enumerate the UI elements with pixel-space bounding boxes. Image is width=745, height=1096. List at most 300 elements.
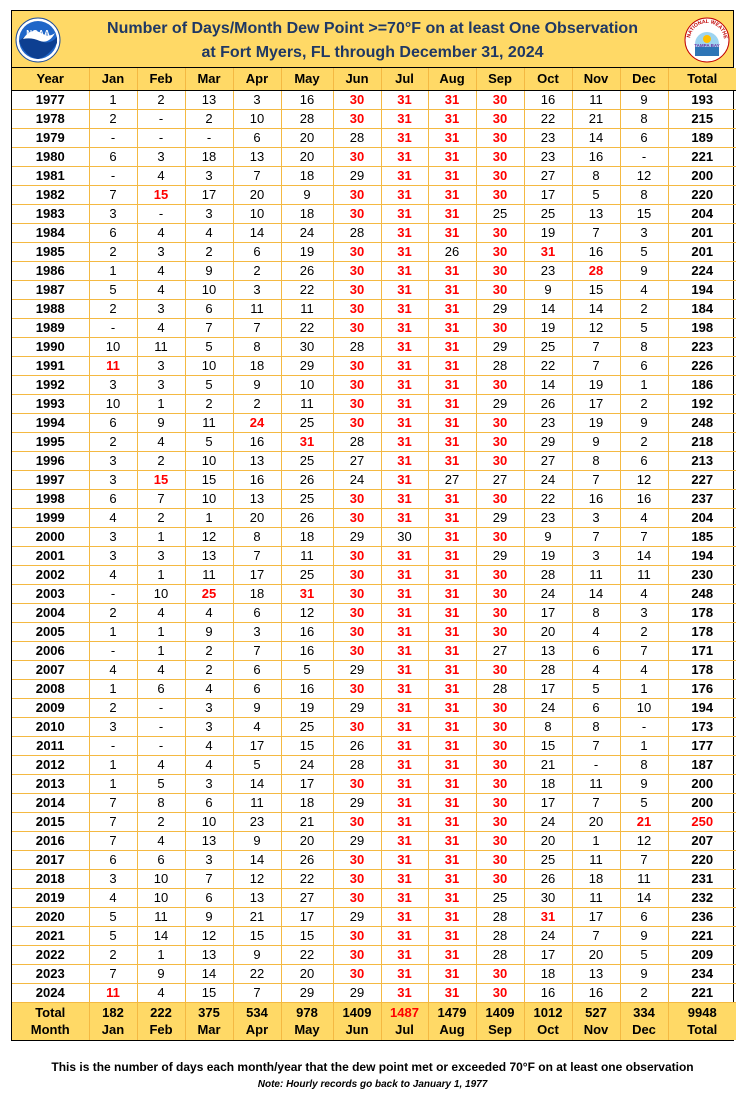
cell-dec: 2 — [620, 299, 668, 318]
cell-may: 20 — [281, 831, 333, 850]
cell-sep: 30 — [476, 622, 524, 641]
cell-oct: 23 — [524, 261, 572, 280]
year-total-cell: 194 — [668, 546, 736, 565]
table-row-1994 — [12, 413, 736, 432]
cell-oct: 24 — [524, 812, 572, 831]
cell-jul: 31 — [381, 774, 428, 793]
year-cell: 2001 — [12, 546, 89, 565]
month-total-total — [668, 1002, 736, 1040]
cell-nov: 20 — [572, 812, 620, 831]
cell-mar: - — [185, 128, 233, 147]
year-total-cell: 177 — [668, 736, 736, 755]
cell-jan: 6 — [89, 489, 137, 508]
table-row-2001 — [12, 546, 736, 565]
cell-jan: 4 — [89, 508, 137, 527]
cell-may: 11 — [281, 394, 333, 413]
cell-jul: 31 — [381, 641, 428, 660]
year-cell: 2015 — [12, 812, 89, 831]
month-total-value: 527 — [585, 1005, 607, 1021]
cell-sep: 30 — [476, 774, 524, 793]
cell-feb: 10 — [137, 888, 185, 907]
table-row-1998 — [12, 489, 736, 508]
cell-jan: 6 — [89, 147, 137, 166]
table-row-2005 — [12, 622, 736, 641]
cell-aug: 31 — [428, 261, 476, 280]
cell-jan: 3 — [89, 451, 137, 470]
year-total-cell: 226 — [668, 356, 736, 375]
month-total-apr — [233, 1002, 281, 1040]
year-cell: 2021 — [12, 926, 89, 945]
cell-aug: 31 — [428, 926, 476, 945]
year-cell: 2009 — [12, 698, 89, 717]
cell-may: 29 — [281, 356, 333, 375]
cell-aug: 31 — [428, 527, 476, 546]
cell-may: 29 — [281, 983, 333, 1002]
year-cell: 1985 — [12, 242, 89, 261]
cell-sep: 30 — [476, 90, 524, 109]
cell-jan: - — [89, 584, 137, 603]
year-cell: 2002 — [12, 565, 89, 584]
table-row-2017 — [12, 850, 736, 869]
year-total-cell: 176 — [668, 679, 736, 698]
cell-feb: 1 — [137, 622, 185, 641]
cell-aug: 31 — [428, 451, 476, 470]
cell-oct: 26 — [524, 869, 572, 888]
cell-oct: 30 — [524, 888, 572, 907]
year-cell: 1991 — [12, 356, 89, 375]
cell-feb: 7 — [137, 489, 185, 508]
cell-may: 26 — [281, 850, 333, 869]
cell-oct: 19 — [524, 546, 572, 565]
year-cell: 2016 — [12, 831, 89, 850]
cell-jan: 2 — [89, 945, 137, 964]
year-cell: 2020 — [12, 907, 89, 926]
cell-jun: 30 — [333, 280, 381, 299]
cell-aug: 31 — [428, 641, 476, 660]
cell-sep: 30 — [476, 755, 524, 774]
column-header-feb: Feb — [137, 68, 185, 90]
cell-nov: 7 — [572, 223, 620, 242]
cell-apr: 3 — [233, 90, 281, 109]
year-cell: 2007 — [12, 660, 89, 679]
cell-jun: 30 — [333, 888, 381, 907]
cell-nov: 5 — [572, 185, 620, 204]
cell-dec: 7 — [620, 850, 668, 869]
cell-nov: 16 — [572, 489, 620, 508]
cell-apr: 11 — [233, 299, 281, 318]
cell-nov: 19 — [572, 375, 620, 394]
cell-jun: 30 — [333, 850, 381, 869]
cell-apr: 16 — [233, 432, 281, 451]
cell-feb: 6 — [137, 850, 185, 869]
cell-feb: 9 — [137, 413, 185, 432]
year-cell: 1977 — [12, 90, 89, 109]
cell-sep: 30 — [476, 375, 524, 394]
cell-nov: 11 — [572, 774, 620, 793]
cell-jul: 31 — [381, 603, 428, 622]
cell-jan: 3 — [89, 375, 137, 394]
cell-feb: 3 — [137, 546, 185, 565]
year-cell: 1997 — [12, 470, 89, 489]
cell-apr: 9 — [233, 945, 281, 964]
cell-nov: 7 — [572, 926, 620, 945]
title-line-1: Number of Days/Month Dew Point >=70°F on at least One Observation — [107, 20, 638, 37]
cell-jan: 5 — [89, 907, 137, 926]
cell-mar: 5 — [185, 432, 233, 451]
cell-mar: 4 — [185, 223, 233, 242]
cell-nov: 11 — [572, 850, 620, 869]
table-row-1978 — [12, 109, 736, 128]
cell-jun: 30 — [333, 147, 381, 166]
cell-nov: 19 — [572, 413, 620, 432]
year-total-cell: 230 — [668, 565, 736, 584]
cell-sep: 29 — [476, 508, 524, 527]
cell-sep: 30 — [476, 584, 524, 603]
cell-dec: 11 — [620, 565, 668, 584]
table-row-2022 — [12, 945, 736, 964]
cell-oct: 22 — [524, 356, 572, 375]
cell-apr: 17 — [233, 736, 281, 755]
cell-feb: 1 — [137, 641, 185, 660]
year-total-cell: 223 — [668, 337, 736, 356]
records-note: Note: Hourly records go back to January 1, 1977 — [257, 1079, 488, 1090]
table-row-1991 — [12, 356, 736, 375]
cell-jan: 3 — [89, 527, 137, 546]
column-header-apr: Apr — [233, 68, 281, 90]
cell-jul: 31 — [381, 147, 428, 166]
cell-jun: 24 — [333, 470, 381, 489]
cell-aug: 31 — [428, 717, 476, 736]
cell-oct: 19 — [524, 223, 572, 242]
year-total-cell: 232 — [668, 888, 736, 907]
cell-jan: 7 — [89, 793, 137, 812]
year-cell: 2012 — [12, 755, 89, 774]
column-header-oct: Oct — [524, 68, 572, 90]
cell-dec: 15 — [620, 204, 668, 223]
cell-feb: 4 — [137, 983, 185, 1002]
cell-may: 10 — [281, 375, 333, 394]
year-total-cell: 187 — [668, 755, 736, 774]
cell-jun: 30 — [333, 964, 381, 983]
year-cell: 1983 — [12, 204, 89, 223]
cell-sep: 25 — [476, 888, 524, 907]
cell-oct: 23 — [524, 147, 572, 166]
cell-jul: 31 — [381, 679, 428, 698]
cell-feb: 11 — [137, 337, 185, 356]
noaa-logo-text: NOAA — [26, 29, 50, 38]
cell-dec: 9 — [620, 964, 668, 983]
nws-logo-center-text: TAMPA BAY — [694, 43, 720, 48]
cell-sep: 30 — [476, 660, 524, 679]
cell-dec: 12 — [620, 831, 668, 850]
cell-may: 18 — [281, 527, 333, 546]
month-total-jan — [89, 1002, 137, 1040]
cell-may: 11 — [281, 546, 333, 565]
cell-feb: 1 — [137, 565, 185, 584]
year-total-cell: 192 — [668, 394, 736, 413]
month-total-label: Nov — [583, 1022, 609, 1038]
cell-aug: 31 — [428, 185, 476, 204]
table-row-2003 — [12, 584, 736, 603]
column-header-row — [12, 68, 736, 90]
cell-jul: 31 — [381, 280, 428, 299]
cell-nov: 5 — [572, 679, 620, 698]
cell-jun: 28 — [333, 223, 381, 242]
cell-nov: 11 — [572, 565, 620, 584]
cell-apr: 6 — [233, 128, 281, 147]
cell-dec: 5 — [620, 945, 668, 964]
year-total-cell: 198 — [668, 318, 736, 337]
cell-may: 16 — [281, 622, 333, 641]
cell-apr: 8 — [233, 527, 281, 546]
cell-jan: 7 — [89, 185, 137, 204]
cell-may: 11 — [281, 299, 333, 318]
cell-nov: 17 — [572, 907, 620, 926]
column-header-jul: Jul — [381, 68, 428, 90]
cell-may: 31 — [281, 432, 333, 451]
cell-apr: 6 — [233, 603, 281, 622]
cell-aug: 31 — [428, 128, 476, 147]
year-total-cell: 221 — [668, 147, 736, 166]
year-cell: 1979 — [12, 128, 89, 147]
cell-nov: 21 — [572, 109, 620, 128]
cell-feb: 15 — [137, 185, 185, 204]
table-row-2013 — [12, 774, 736, 793]
cell-dec: 14 — [620, 888, 668, 907]
cell-aug: 31 — [428, 755, 476, 774]
cell-feb: 3 — [137, 375, 185, 394]
cell-dec: 8 — [620, 109, 668, 128]
year-total-cell: 231 — [668, 869, 736, 888]
cell-jun: 29 — [333, 907, 381, 926]
cell-sep: 30 — [476, 147, 524, 166]
cell-jul: 31 — [381, 926, 428, 945]
year-cell: 1993 — [12, 394, 89, 413]
cell-jun: 30 — [333, 546, 381, 565]
cell-jun: 30 — [333, 679, 381, 698]
cell-may: 28 — [281, 109, 333, 128]
table-row-2010 — [12, 717, 736, 736]
cell-aug: 31 — [428, 888, 476, 907]
cell-dec: 3 — [620, 223, 668, 242]
cell-nov: 3 — [572, 546, 620, 565]
table-row-1977 — [12, 90, 736, 109]
year-cell: 2022 — [12, 945, 89, 964]
cell-dec: 4 — [620, 280, 668, 299]
cell-feb: 4 — [137, 831, 185, 850]
year-total-cell: 224 — [668, 261, 736, 280]
year-cell: 1981 — [12, 166, 89, 185]
year-total-cell: 201 — [668, 242, 736, 261]
cell-may: 17 — [281, 907, 333, 926]
cell-apr: 13 — [233, 147, 281, 166]
cell-dec: 16 — [620, 489, 668, 508]
cell-may: 22 — [281, 280, 333, 299]
cell-jul: 31 — [381, 394, 428, 413]
cell-jan: - — [89, 166, 137, 185]
cell-sep: 29 — [476, 299, 524, 318]
cell-jan: 1 — [89, 622, 137, 641]
cell-mar: 13 — [185, 831, 233, 850]
cell-dec: 14 — [620, 546, 668, 565]
cell-jan: 3 — [89, 204, 137, 223]
cell-jul: 31 — [381, 470, 428, 489]
cell-oct: 16 — [524, 983, 572, 1002]
table-row-2020 — [12, 907, 736, 926]
cell-feb: 4 — [137, 166, 185, 185]
cell-feb: 9 — [137, 964, 185, 983]
column-header-total: Total — [668, 68, 736, 90]
cell-jul: 31 — [381, 888, 428, 907]
cell-nov: 13 — [572, 204, 620, 223]
year-cell: 2011 — [12, 736, 89, 755]
cell-nov: 6 — [572, 641, 620, 660]
cell-sep: 30 — [476, 812, 524, 831]
footnote: This is the number of days each month/year that the dew point met or exceeded 70°F on at least one observation — [51, 1060, 694, 1074]
cell-oct: 26 — [524, 394, 572, 413]
cell-mar: 10 — [185, 356, 233, 375]
cell-sep: 30 — [476, 413, 524, 432]
year-cell: 2024 — [12, 983, 89, 1002]
cell-may: 26 — [281, 470, 333, 489]
cell-jun: 30 — [333, 717, 381, 736]
cell-aug: 31 — [428, 774, 476, 793]
cell-may: 25 — [281, 565, 333, 584]
cell-jul: 31 — [381, 736, 428, 755]
table-row-1984 — [12, 223, 736, 242]
month-total-value: 1487 — [390, 1005, 419, 1021]
year-cell: 1994 — [12, 413, 89, 432]
cell-jul: 31 — [381, 964, 428, 983]
cell-feb: 10 — [137, 869, 185, 888]
cell-feb: 1 — [137, 394, 185, 413]
month-total-label: Feb — [149, 1022, 173, 1038]
cell-may: 12 — [281, 603, 333, 622]
cell-sep: 30 — [476, 432, 524, 451]
cell-dec: 2 — [620, 432, 668, 451]
year-cell: 1989 — [12, 318, 89, 337]
cell-oct: 16 — [524, 90, 572, 109]
cell-jan: 1 — [89, 679, 137, 698]
year-cell: 1990 — [12, 337, 89, 356]
cell-oct: 9 — [524, 527, 572, 546]
cell-nov: 13 — [572, 964, 620, 983]
cell-aug: 31 — [428, 945, 476, 964]
cell-jun: 30 — [333, 90, 381, 109]
cell-may: 5 — [281, 660, 333, 679]
year-total-cell: 221 — [668, 926, 736, 945]
cell-oct: 17 — [524, 185, 572, 204]
year-total-cell: 193 — [668, 90, 736, 109]
cell-nov: 16 — [572, 983, 620, 1002]
year-total-cell: 194 — [668, 280, 736, 299]
cell-mar: 7 — [185, 869, 233, 888]
cell-dec: 8 — [620, 185, 668, 204]
cell-dec: 6 — [620, 356, 668, 375]
column-header-may: May — [281, 68, 333, 90]
cell-may: 30 — [281, 337, 333, 356]
table-row-1986 — [12, 261, 736, 280]
cell-jul: 31 — [381, 850, 428, 869]
year-cell: 1999 — [12, 508, 89, 527]
year-total-cell: 200 — [668, 166, 736, 185]
cell-apr: 9 — [233, 698, 281, 717]
cell-feb: 8 — [137, 793, 185, 812]
cell-apr: 2 — [233, 261, 281, 280]
year-total-cell: 220 — [668, 185, 736, 204]
cell-nov: 7 — [572, 337, 620, 356]
cell-feb: - — [137, 736, 185, 755]
cell-sep: 30 — [476, 717, 524, 736]
column-header-jun: Jun — [333, 68, 381, 90]
table-row-1995 — [12, 432, 736, 451]
cell-may: 19 — [281, 698, 333, 717]
cell-mar: 2 — [185, 242, 233, 261]
cell-jun: 29 — [333, 831, 381, 850]
cell-oct: 23 — [524, 128, 572, 147]
cell-feb: 4 — [137, 432, 185, 451]
cell-mar: 14 — [185, 964, 233, 983]
table-row-2019 — [12, 888, 736, 907]
cell-mar: 2 — [185, 660, 233, 679]
cell-sep: 30 — [476, 166, 524, 185]
cell-apr: 3 — [233, 280, 281, 299]
cell-apr: 9 — [233, 375, 281, 394]
year-total-cell: 221 — [668, 983, 736, 1002]
cell-sep: 30 — [476, 831, 524, 850]
cell-jan: 1 — [89, 90, 137, 109]
cell-jun: 30 — [333, 565, 381, 584]
cell-jul: 31 — [381, 356, 428, 375]
cell-jun: 30 — [333, 242, 381, 261]
cell-feb: 10 — [137, 584, 185, 603]
cell-jun: 30 — [333, 584, 381, 603]
cell-dec: 9 — [620, 774, 668, 793]
cell-jul: 31 — [381, 831, 428, 850]
cell-dec: 1 — [620, 375, 668, 394]
cell-nov: 7 — [572, 793, 620, 812]
cell-aug: 31 — [428, 793, 476, 812]
table-row-2024 — [12, 983, 736, 1002]
cell-may: 31 — [281, 584, 333, 603]
cell-dec: 21 — [620, 812, 668, 831]
table-row-2008 — [12, 679, 736, 698]
cell-oct: 17 — [524, 603, 572, 622]
cell-dec: 1 — [620, 679, 668, 698]
cell-jul: 31 — [381, 508, 428, 527]
month-total-value: 1479 — [437, 1005, 467, 1021]
cell-nov: 7 — [572, 356, 620, 375]
cell-jan: 2 — [89, 603, 137, 622]
year-total-cell: 178 — [668, 622, 736, 641]
cell-jun: 30 — [333, 812, 381, 831]
table-row-1987 — [12, 280, 736, 299]
cell-aug: 31 — [428, 375, 476, 394]
cell-sep: 29 — [476, 394, 524, 413]
year-cell: 2018 — [12, 869, 89, 888]
nws-tampa-bay-logo — [684, 17, 730, 63]
cell-feb: 4 — [137, 603, 185, 622]
cell-oct: 29 — [524, 432, 572, 451]
column-header-jan: Jan — [89, 68, 137, 90]
cell-dec: 8 — [620, 755, 668, 774]
cell-oct: 20 — [524, 831, 572, 850]
cell-jul: 31 — [381, 375, 428, 394]
cell-jan: 10 — [89, 337, 137, 356]
cell-mar: 15 — [185, 983, 233, 1002]
cell-sep: 27 — [476, 641, 524, 660]
cell-feb: 3 — [137, 242, 185, 261]
